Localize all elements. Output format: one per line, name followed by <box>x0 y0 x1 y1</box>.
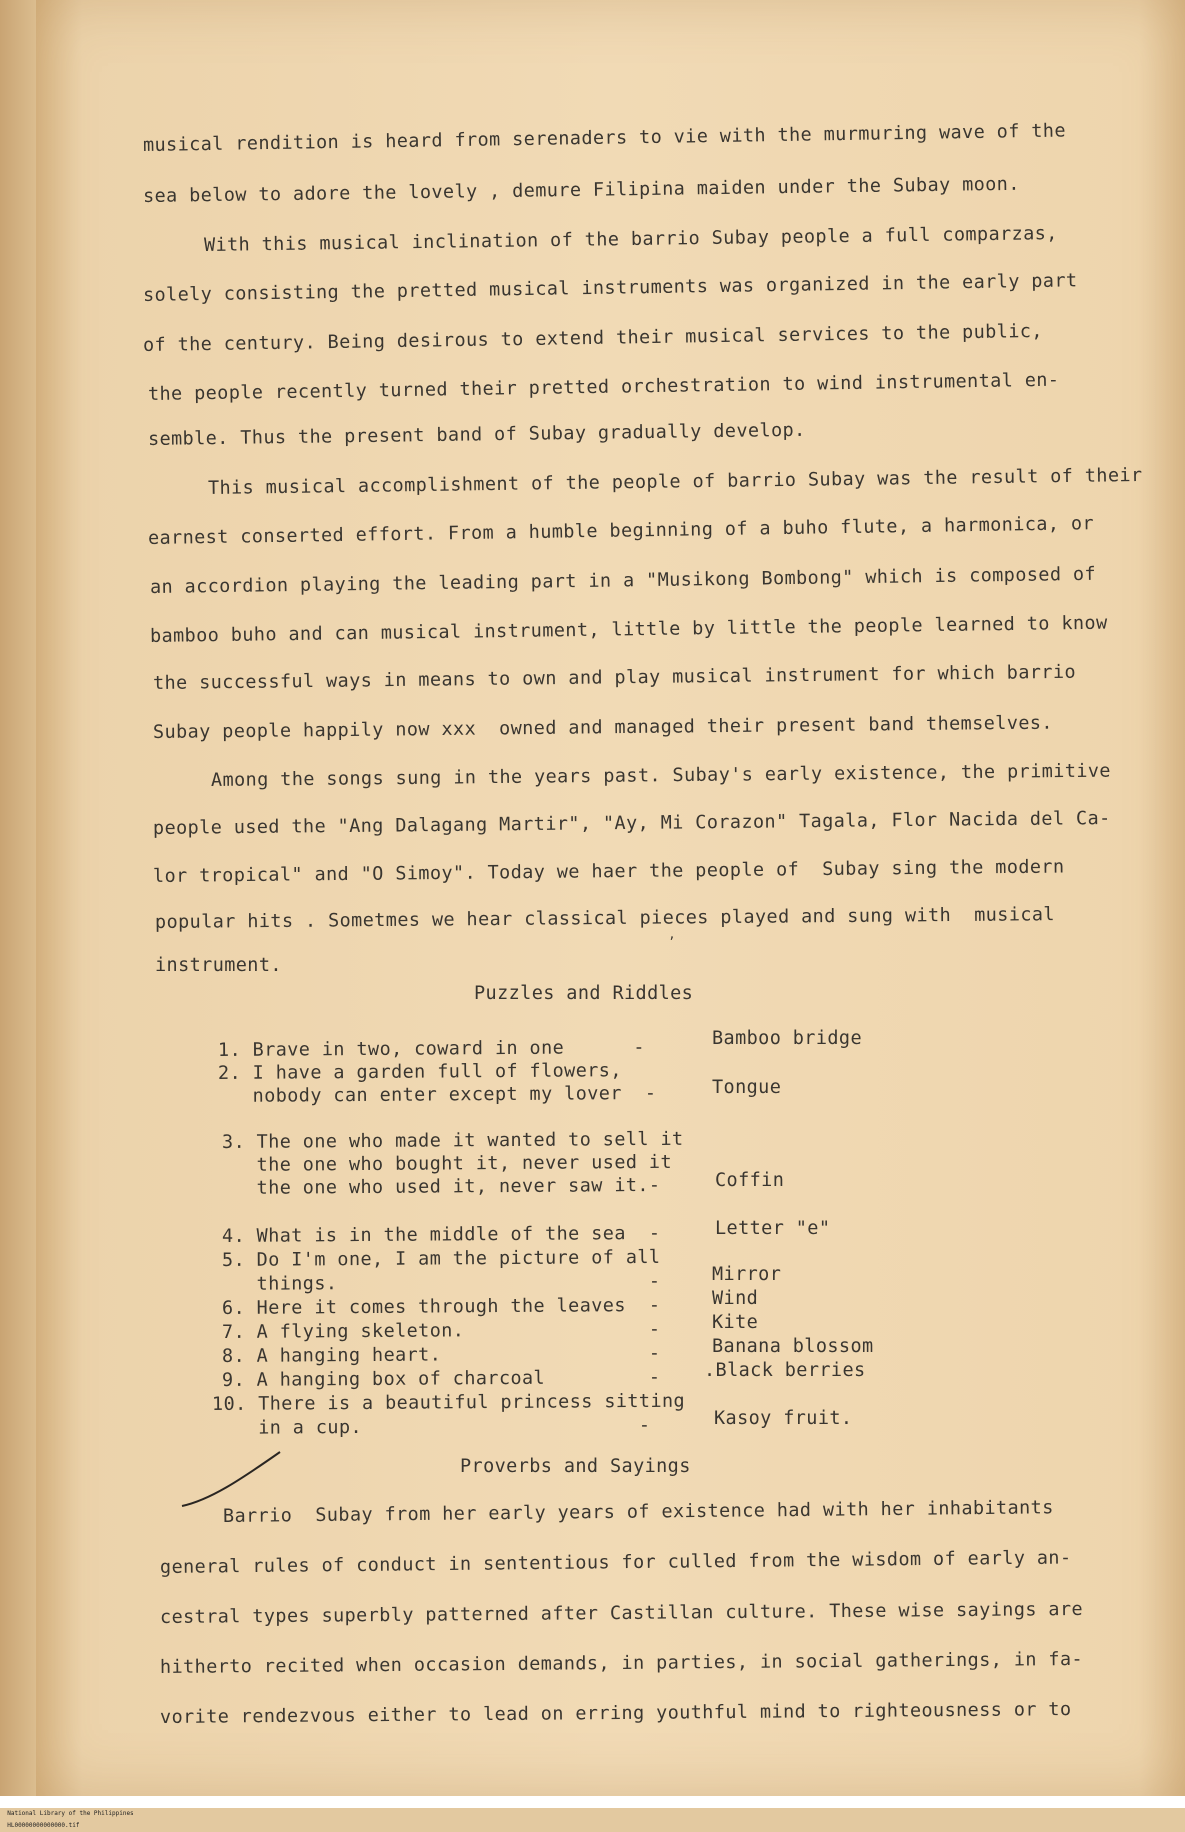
riddle-answer: Letter "e" <box>715 1218 831 1239</box>
stray-mark: ʼ <box>668 935 676 949</box>
riddle-question: the one who bought it, never used it <box>221 1151 673 1176</box>
proverb-line-4: hitherto recited when occasion demands, in parties, in social gatherings, in fa- <box>159 1648 1084 1678</box>
body-line-15: people used the "Ang Dalagang Martir", "Ay, Mi Corazon" Tagala, Flor Nacida del Ca- <box>152 807 1111 839</box>
riddle-answer: Bamboo bridge <box>712 1028 862 1049</box>
riddle-answer: Banana blossom <box>712 1336 874 1357</box>
riddles-heading: Puzzles and Riddles <box>474 983 694 1004</box>
riddle-question: 2. I have a garden full of flowers, <box>217 1060 622 1084</box>
riddle-question: 7. A flying skeleton. - <box>221 1318 661 1343</box>
body-line-18: instrument. <box>155 955 282 976</box>
riddle-question: 6. Here it comes through the leaves - <box>221 1294 661 1319</box>
body-line-13: Subay people happily now xxx owned and managed their present band themselves. <box>152 712 1054 743</box>
body-line-16: lor tropical" and "O Simoy". Today we haer the people of Subay sing the modern <box>152 856 1065 887</box>
proverbs-heading: Proverbs and Sayings <box>460 1456 691 1477</box>
body-line-8: This musical accomplishment of the people of barrio Subay was the result of their <box>207 464 1143 499</box>
proverb-line-1: Barrio Subay from her early years of existence had with her inhabitants <box>222 1497 1054 1527</box>
riddle-question: 8. A hanging heart. - <box>221 1342 661 1367</box>
file-name: HL00000000000000.tif <box>7 1822 80 1829</box>
body-line-4: solely consisting the pretted musical instruments was organized in the early part <box>142 270 1078 306</box>
proverb-line-5: vorite rendezvous either to lead on erring youthful mind to righteousness or to <box>159 1699 1072 1728</box>
scan-footer <box>0 1796 1185 1829</box>
proverb-line-2: general rules of conduct in sententious for culled from the wisdom of early an- <box>159 1547 1072 1578</box>
riddle-answer: Kite <box>712 1312 759 1333</box>
body-line-7: semble. Thus the present band of Subay gradually develop. <box>147 419 806 450</box>
body-line-14: Among the songs sung in the years past. Subay's early existence, the primitive <box>210 760 1112 791</box>
riddle-question: 10. There is a beautiful princess sitting <box>211 1390 686 1415</box>
riddle-answer: .Black berries <box>704 1360 866 1381</box>
riddle-answer: Tongue <box>712 1077 782 1098</box>
body-line-9: earnest conserted effort. From a humble beginning of a buho flute, a harmonica, or <box>147 513 1095 549</box>
riddle-question: 1. Brave in two, coward in one - <box>217 1037 645 1061</box>
proverb-line-3: cestral types superbly patterned after Castillan culture. These wise sayings are <box>159 1598 1084 1628</box>
body-line-5: of the century. Being desirous to extend their musical services to the public, <box>142 320 1044 356</box>
riddle-question: 4. What is in the middle of the sea - <box>221 1222 661 1247</box>
body-line-6: the people recently turned their pretted orchestration to wind instrumental en- <box>147 369 1060 405</box>
riddle-question: in a cup. - <box>211 1414 651 1439</box>
riddle-answer: Mirror <box>712 1264 782 1285</box>
body-line-17: popular hits . Sometmes we hear classical pieces played and sung with musical <box>154 904 1056 933</box>
riddle-answer: Kasoy fruit. <box>714 1408 853 1429</box>
body-line-2: sea below to adore the lovely , demure Filipina maiden under the Subay moon. <box>142 173 1020 207</box>
riddle-question: things. - <box>221 1270 661 1295</box>
library-credit: National Library of the Philippines <box>7 1810 134 1817</box>
riddle-question: 5. Do I'm one, I am the picture of all <box>221 1246 661 1271</box>
riddle-answer: Coffin <box>715 1170 785 1191</box>
riddle-question: 9. A hanging box of charcoal - <box>221 1366 661 1391</box>
body-line-1: musical rendition is heard from serenaders to vie with the murmuring wave of the <box>142 120 1067 156</box>
pen-stroke-mark <box>180 1450 300 1510</box>
body-line-10: an accordion playing the leading part in a "Musikong Bombong" which is composed of <box>149 563 1097 598</box>
riddle-question: the one who used it, never saw it.- <box>221 1174 661 1199</box>
body-line-3: With this musical inclination of the barrio Subay people a full comparzas, <box>203 223 1058 256</box>
riddle-question: nobody can enter except my lover - <box>217 1082 657 1107</box>
body-line-12: the successful ways in means to own and play musical instrument for which barrio <box>152 661 1077 694</box>
riddle-question: 3. The one who made it wanted to sell it <box>221 1128 684 1153</box>
body-line-11: bamboo buho and can musical instrument, little by little the people learned to know <box>149 612 1108 647</box>
riddle-answer: Wind <box>712 1288 759 1309</box>
